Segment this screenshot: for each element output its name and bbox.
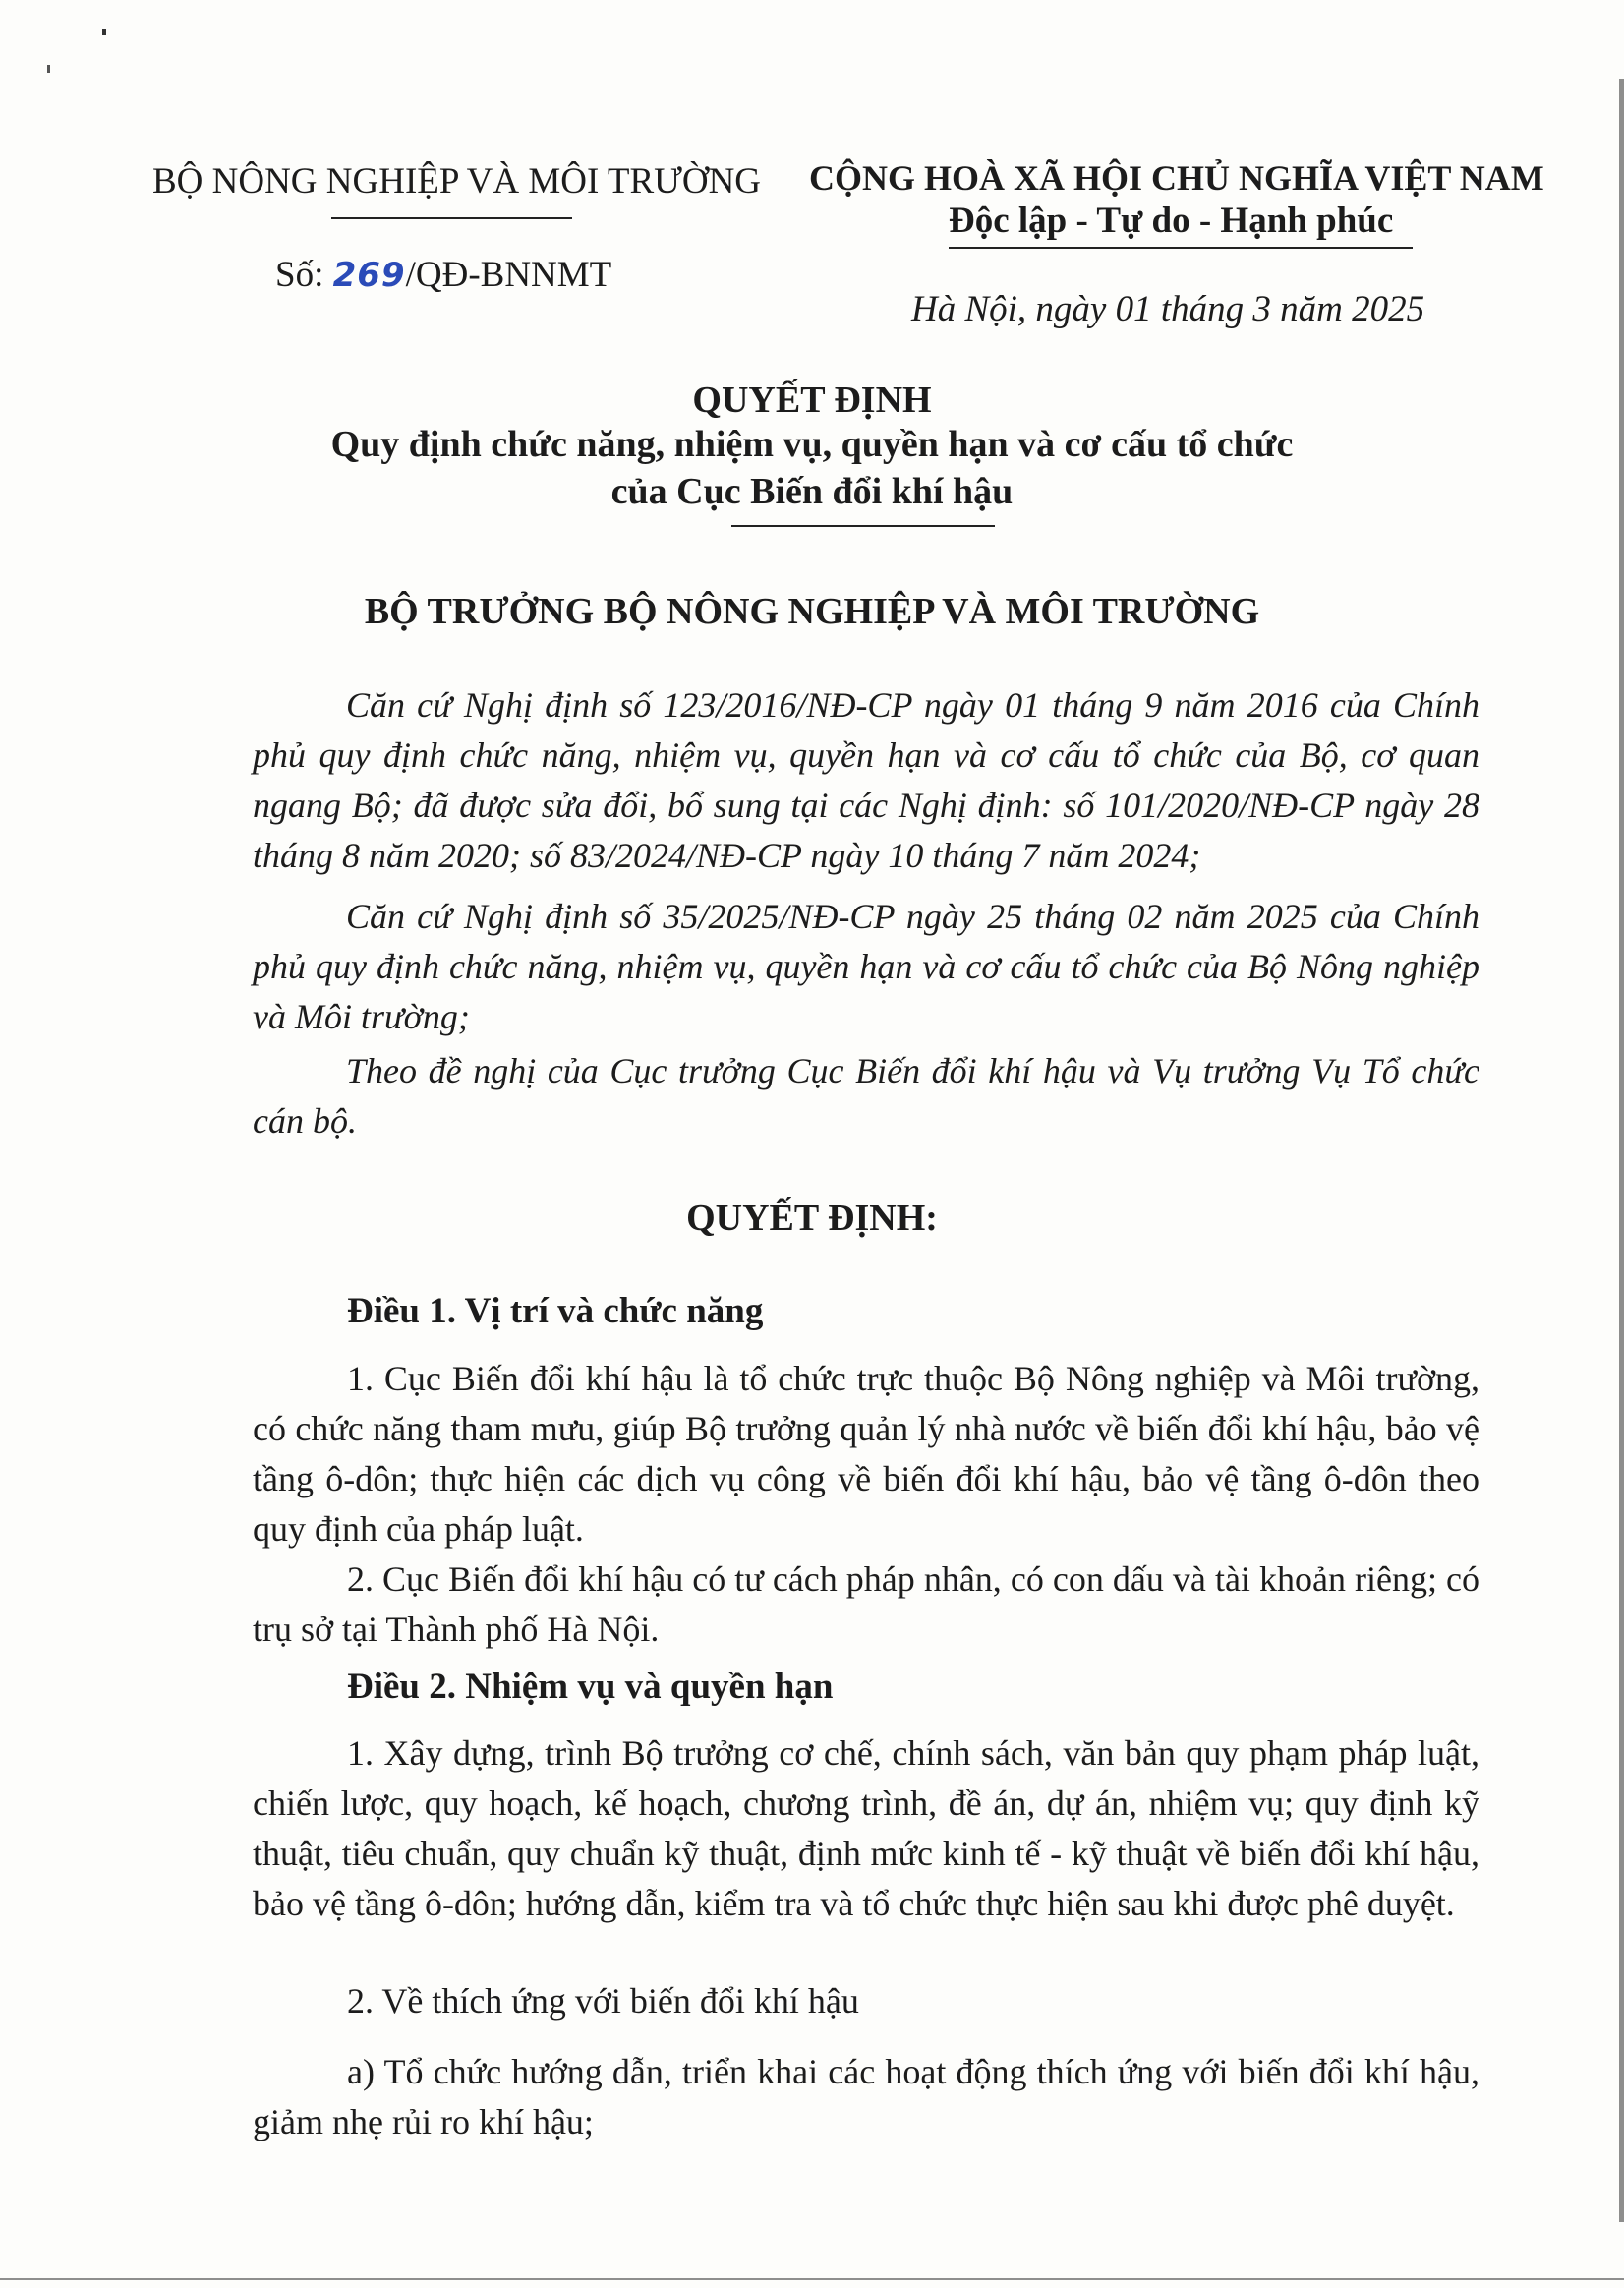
article-2-clause-2a xyxy=(253,2047,1479,2147)
preamble-3 xyxy=(253,1046,1479,1146)
document-subject-line2: của Cục Biến đổi khí hậu xyxy=(610,471,1014,512)
issuing-authority: BỘ TRƯỞNG BỘ NÔNG NGHIỆP VÀ MÔI TRƯỜNG xyxy=(364,591,1260,632)
decision-heading: QUYẾT ĐỊNH: xyxy=(686,1198,938,1239)
number-prefix: Số: xyxy=(275,255,324,295)
document-number xyxy=(275,254,611,296)
article-2-clause-2 xyxy=(253,1976,1479,2026)
document-type: QUYẾT ĐỊNH xyxy=(692,380,932,421)
document-subject-line1: Quy định chức năng, nhiệm vụ, quyền hạn và cơ cấu tổ chức xyxy=(330,424,1294,465)
article-1-clause-2-text: 2. Cục Biến đổi khí hậu có tư cách pháp nhân, có con dấu và tài khoản riêng; có trụ sở tại Thành phố Hà Nội. xyxy=(253,1559,1479,1649)
motto-underline xyxy=(949,247,1413,249)
article-1-title: Điều 1. Vị trí và chức năng xyxy=(347,1291,764,1331)
issue-date: Hà Nội, ngày 01 tháng 3 năm 2025 xyxy=(911,289,1425,329)
ministry-name: BỘ NÔNG NGHIỆP VÀ MÔI TRƯỜNG xyxy=(152,161,762,202)
scan-speck xyxy=(47,65,50,73)
article-2-clause-1 xyxy=(253,1729,1479,1929)
article-2-clause-1-text: 1. Xây dựng, trình Bộ trưởng cơ chế, chính sách, văn bản quy phạm pháp luật, chiến lược, quy hoạch, kế hoạch, chương trình, đề án, dự án, nhiệm vụ; quy định kỹ thuật, tiêu chuẩn, quy chuẩn kỹ thuật, định mức kinh tế - kỹ thuật về biến đổi khí hậu, bảo vệ tầng ô-dôn; hướng dẫn, kiểm tra và tổ chức thực hiện sau khi được phê duyệt. xyxy=(253,1733,1479,1923)
preamble-1-text: Căn cứ Nghị định số 123/2016/NĐ-CP ngày 01 tháng 9 năm 2016 của Chính phủ quy định chức năng, nhiệm vụ, quyền hạn và cơ cấu tổ chức của Bộ, cơ quan ngang Bộ; đã được sửa đổi, bổ sung tại các Nghị định: số 101/2020/NĐ-CP ngày 28 tháng 8 năm 2020; số 83/2024/NĐ-CP ngày 10 tháng 7 năm 2024; xyxy=(253,685,1479,875)
article-2-clause-2-text: 2. Về thích ứng với biến đổi khí hậu xyxy=(347,1981,859,2021)
article-1-clause-1 xyxy=(253,1354,1479,1555)
preamble-3-text: Theo đề nghị của Cục trưởng Cục Biến đổi khí hậu và Vụ trưởng Vụ Tổ chức cán bộ. xyxy=(253,1051,1479,1141)
ministry-underline xyxy=(331,217,572,219)
title-underline xyxy=(731,525,995,527)
article-2-clause-2a-text: a) Tổ chức hướng dẫn, triển khai các hoạt động thích ứng với biến đổi khí hậu, giảm nhẹ rủi ro khí hậu; xyxy=(253,2052,1479,2141)
country-name: CỘNG HOÀ XÃ HỘI CHỦ NGHĨA VIỆT NAM xyxy=(809,158,1544,198)
number-suffix: /QĐ-BNNMT xyxy=(405,255,612,295)
preamble-1 xyxy=(253,680,1479,881)
article-1-clause-1-text: 1. Cục Biến đổi khí hậu là tổ chức trực thuộc Bộ Nông nghiệp và Môi trường, có chức năng tham mưu, giúp Bộ trưởng quản lý nhà nước về biến đổi khí hậu, bảo vệ tầng ô-dôn; thực hiện các dịch vụ công về biến đổi khí hậu, bảo vệ tầng ô-dôn theo quy định của pháp luật. xyxy=(253,1359,1479,1549)
preamble-2 xyxy=(253,892,1479,1042)
article-2-title: Điều 2. Nhiệm vụ và quyền hạn xyxy=(347,1667,834,1707)
scan-edge-bottom xyxy=(0,2278,1624,2280)
motto: Độc lập - Tự do - Hạnh phúc xyxy=(949,201,1394,241)
scan-speck xyxy=(102,29,106,35)
preamble-2-text: Căn cứ Nghị định số 35/2025/NĐ-CP ngày 25 tháng 02 năm 2025 của Chính phủ quy định chức năng, nhiệm vụ, quyền hạn và cơ cấu tổ chức của Bộ Nông nghiệp và Môi trường; xyxy=(253,897,1479,1036)
handwritten-number: 269 xyxy=(332,256,406,295)
article-1-clause-2 xyxy=(253,1555,1479,1655)
